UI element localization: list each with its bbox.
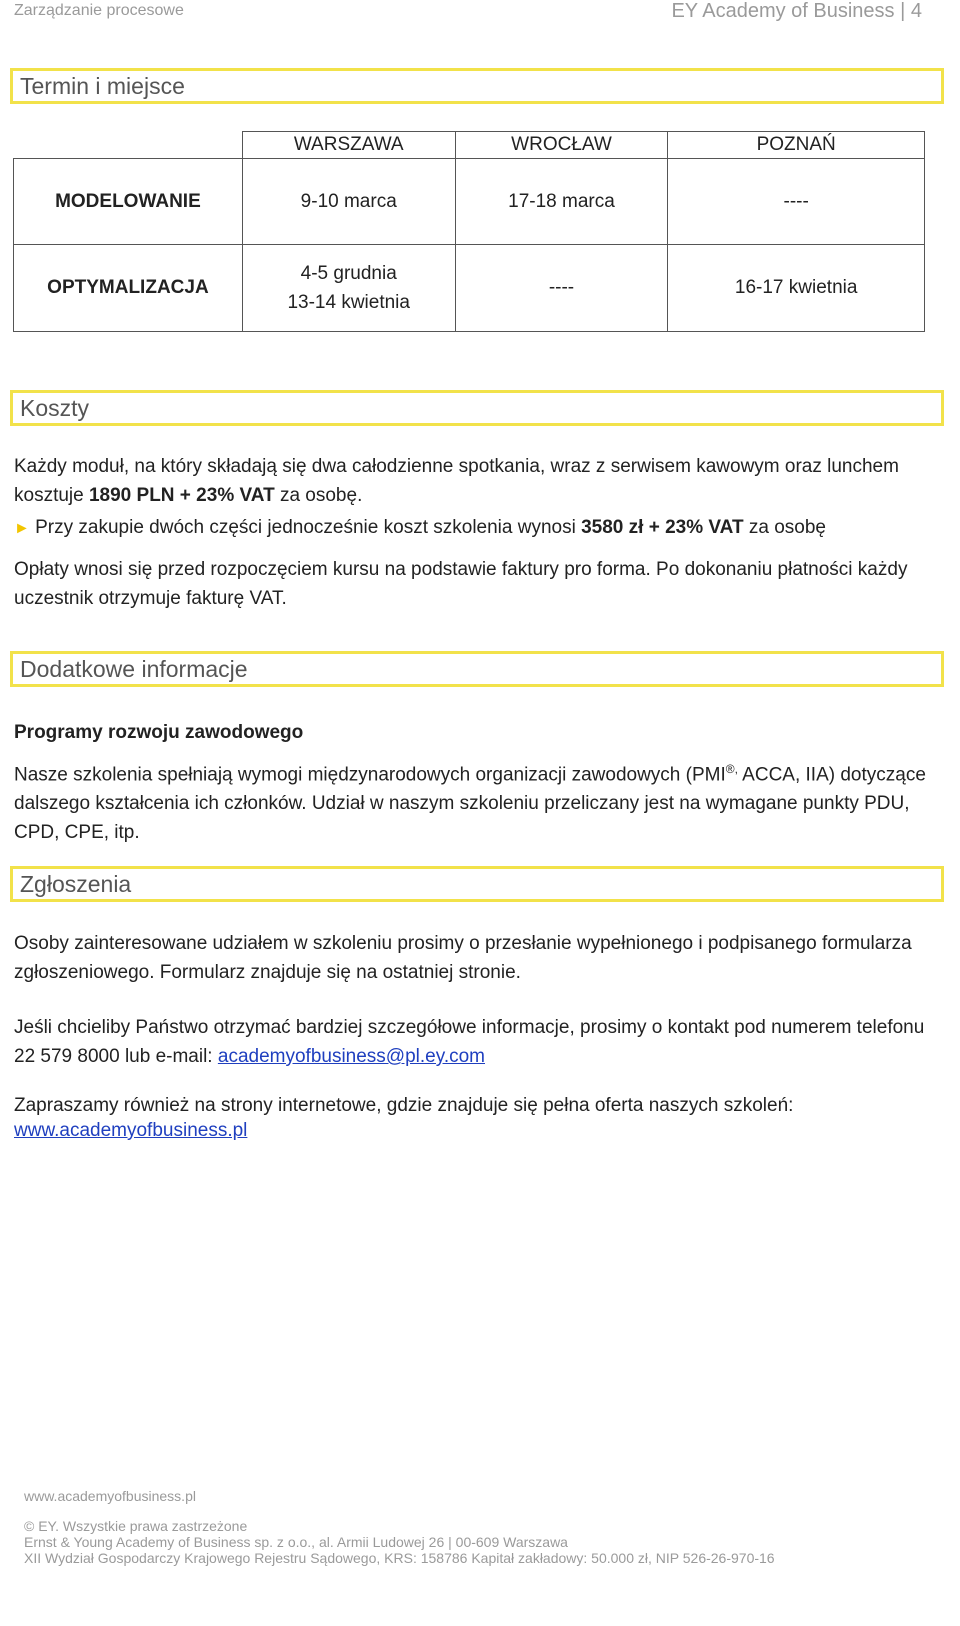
section-zgloszenia-title: Zgłoszenia [10,866,944,902]
subheading-programy: Programy rozwoju zawodowego [14,722,304,743]
zgloszenia-paragraph-1: Osoby zainteresowane udziałem w szkoleniu prosimy o przesłanie wypełnionego i podpisanego formularza zgłoszeniowego. Formularz znajduje się na ostatniej stronie. [14,933,912,983]
dodatkowe-text-b: ACCA, IIA) dotyczące dalszego kształcenia ich członków. Udział w naszym szkoleniu przeliczany jest na wymagane punkty PDU, CPD, CPE, itp. [14,764,926,844]
footer-copyright: © EY. Wszystkie prawa zastrzeżone [24,1518,248,1534]
empty-corner-cell [14,132,243,159]
row-label-optymalizacja: OPTYMALIZACJA [14,245,243,332]
registered-mark: ®, [725,762,738,776]
koszty-p1-price: 1890 PLN + 23% VAT [88,485,275,506]
website-link[interactable]: www.academyofbusiness.pl [14,1120,248,1141]
header-doc-title: Zarządzanie procesowe [14,2,184,19]
koszty-p2-text-a: Przy zakupie dwóch części jednocześnie koszt szkolenia wynosi [29,517,582,538]
cell-modelowanie-warszawa: 9-10 marca [242,159,455,245]
cell-modelowanie-poznan: ---- [668,159,925,245]
date-line-1: 4-5 grudnia [300,263,397,284]
footer-url: www.academyofbusiness.pl [24,1488,196,1504]
zgloszenia-paragraph-3 [14,1093,939,1143]
koszty-paragraph-3: Opłaty wnosi się przed rozpoczęciem kursu na podstawie faktury pro forma. Po dokonaniu płatności każdy uczestnik otrzymuje fakturę VAT. [14,559,908,609]
footer-registry: XII Wydział Gospodarczy Krajowego Rejestru Sądowego, KRS: 158786 Kapitał zakładowy: 50.000 zł, NIP 526-26-970-16 [24,1550,775,1566]
col-header-wroclaw: WROCŁAW [455,132,668,159]
koszty-p1-text-a: Każdy moduł, na który składają się dwa całodzienne spotkania, wraz z serwisem kawowym oraz lunchem kosztuje [14,456,899,506]
dodatkowe-paragraph [14,755,929,847]
cell-optymalizacja-warszawa [242,245,455,332]
koszty-p2-price: 3580 zł + 23% VAT [581,517,744,538]
table-row-optymalizacja [14,245,925,332]
section-termin-title: Termin i miejsce [10,68,944,104]
section-dodatkowe-title: Dodatkowe informacje [10,651,944,687]
footer-address: Ernst & Young Academy of Business sp. z o.o., al. Armii Ludowej 26 | 00-609 Warszawa [24,1534,568,1550]
dodatkowe-text-a: Nasze szkolenia spełniają wymogi międzynarodowych organizacji zawodowych (PMI [14,764,726,786]
cell-optymalizacja-poznan: 16-17 kwietnia [668,245,925,332]
section-koszty-title: Koszty [10,390,944,426]
header-brand-page: EY Academy of Business | 4 [671,0,922,22]
zgloszenia-p3-text: Zapraszamy również na strony internetowe, gdzie znajduje się pełna oferta naszych szkoleń: [14,1095,794,1116]
koszty-paragraph-2 [14,513,944,543]
zgloszenia-p2-text: Jeśli chcieliby Państwo otrzymać bardziej szczegółowe informacje, prosimy o kontakt pod numerem telefonu 22 579 8000 lub e-mail: [14,1017,925,1067]
cell-optymalizacja-wroclaw: ---- [455,245,668,332]
col-header-poznan: POZNAŃ [668,132,925,159]
koszty-p1-text-b: za osobę. [274,485,363,506]
arrow-right-icon: ► [14,520,30,537]
cell-modelowanie-wroclaw: 17-18 marca [455,159,668,245]
koszty-paragraph-1 [14,452,914,510]
col-header-warszawa: WARSZAWA [242,132,455,159]
koszty-p2-text-b: za osobę [743,517,826,538]
zgloszenia-paragraph-2 [14,1013,939,1071]
schedule-table [13,131,925,332]
date-line-2: 13-14 kwietnia [287,292,410,313]
schedule-header-row [14,132,925,159]
row-label-modelowanie: MODELOWANIE [14,159,243,245]
email-link[interactable]: academyofbusiness@pl.ey.com [217,1046,485,1067]
table-row-modelowanie [14,159,925,245]
